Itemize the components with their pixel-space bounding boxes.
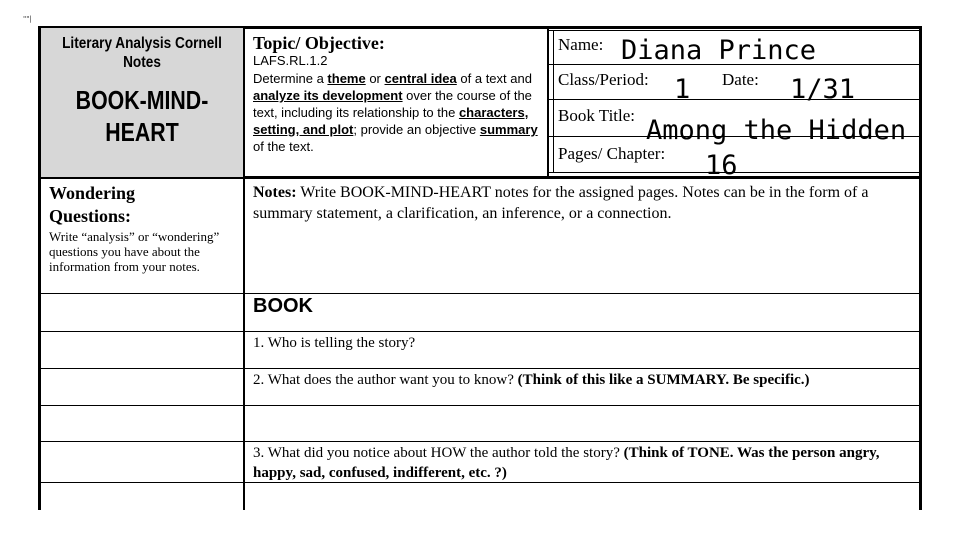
question-hint: (Think of this like a SUMMARY. Be specific.) (517, 372, 810, 388)
frame-right (919, 26, 922, 510)
topic-label: Topic/ Objective: (253, 33, 385, 53)
book-title-label: Book Title: (558, 106, 636, 125)
doc-title-line: Notes (123, 54, 161, 71)
row-rule (38, 441, 922, 442)
notes-text: Write BOOK-MIND-HEART notes for the assigned pages. Notes can be in the form of a summary statement, a clarification, an inference, or a connection. (253, 184, 869, 222)
fields-divider (547, 26, 549, 176)
objective-keyword: analyze its development (253, 88, 403, 103)
question-text: 2. What does the author want you to know? (253, 372, 518, 388)
objective-keyword: central idea (384, 71, 457, 86)
field-rule-2 (549, 99, 919, 100)
notes-instructions (253, 182, 913, 224)
pages-chapter-value[interactable]: 16 (705, 150, 738, 181)
objective-keyword: characters, setting, and plot (253, 105, 529, 137)
name-label: Name: (558, 35, 604, 54)
row-rule (38, 331, 922, 332)
objective-text (253, 70, 545, 155)
question-3 (253, 443, 913, 483)
corner-mark: ""| (23, 15, 32, 23)
question-hint: (Think of TONE. Was the person angry, happy, sad, confused, indifferent, etc. ?) (253, 445, 880, 481)
fields-inner-top (549, 30, 919, 31)
book-section-heading: BOOK (253, 295, 313, 317)
question-text: 1. Who is telling the story? (253, 335, 416, 351)
question-text: 3. What did you notice about HOW the author told the story? (253, 445, 624, 461)
doc-big-title-line: BOOK-MIND- (75, 85, 209, 115)
class-period-value[interactable]: 1 (674, 74, 691, 105)
date-value[interactable]: 1/31 (790, 74, 856, 105)
question-2 (253, 370, 913, 390)
fields-inner-left (553, 30, 554, 172)
date-label: Date: (722, 70, 759, 89)
doc-title-line: Literary Analysis Cornell (62, 35, 222, 52)
objective-text-segment: or (365, 71, 385, 86)
standard-code: LAFS.RL.1.2 (253, 53, 328, 68)
objective-text-segment: Determine a (253, 71, 328, 86)
objective-text-segment: ; provide an objective (353, 122, 480, 137)
book-title-value[interactable]: Among the Hidden (646, 115, 907, 146)
row-rule (38, 368, 922, 369)
objective-text-segment: of the text. (253, 139, 314, 154)
document-title-block (41, 28, 243, 177)
objective-keyword: theme (327, 71, 366, 86)
name-value[interactable]: Diana Prince (621, 35, 817, 66)
wq-title-line: Questions: (49, 206, 132, 226)
wondering-questions-instructions: Write “analysis” or “wondering” questions you have about the information from your notes. (49, 229, 220, 274)
objective-text-segment: of a text and (456, 71, 532, 86)
wq-title-line: Wondering (49, 183, 136, 203)
objective-keyword: summary (479, 122, 538, 137)
question-1 (253, 333, 913, 353)
row-rule (38, 405, 922, 406)
row-rule (38, 293, 922, 294)
class-period-label: Class/Period: (558, 70, 649, 89)
wondering-questions-title (49, 182, 135, 228)
column-divider (243, 26, 245, 510)
pages-chapter-label: Pages/ Chapter: (558, 144, 666, 163)
doc-big-title-line: HEART (105, 117, 179, 147)
objective-text-segment: over the course of the text, including its relationship to the (253, 88, 532, 120)
notes-label: Notes: (253, 184, 297, 201)
